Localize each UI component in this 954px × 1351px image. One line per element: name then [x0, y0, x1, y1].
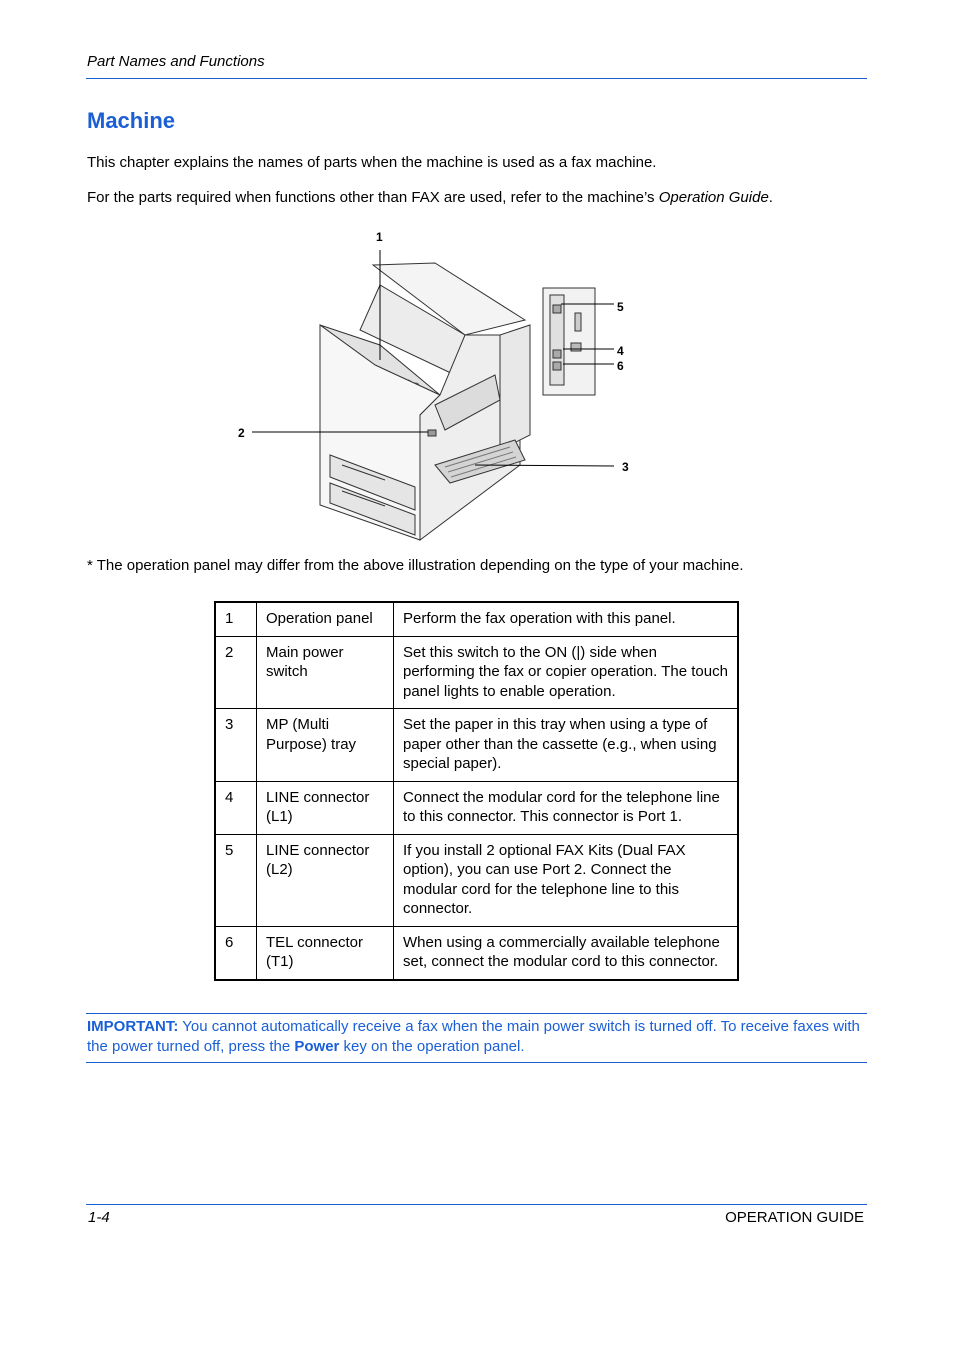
important-text-end: key on the operation panel. [339, 1037, 525, 1055]
important-notice [87, 1017, 867, 1056]
part-number: 5 [215, 834, 257, 926]
guide-title: OPERATION GUIDE [725, 1209, 864, 1226]
section-title: Machine [87, 108, 176, 133]
table-row [215, 926, 738, 980]
important-text: You cannot automatically receive a fax when the main power switch is turned off. To receive faxes with the power turned off, press the [87, 1018, 860, 1055]
footer-rule [86, 1204, 867, 1205]
intro-text: For the parts required when functions other than FAX are used, refer to the machine’s [87, 189, 659, 206]
important-top-rule [86, 1013, 867, 1014]
part-name: TEL connector (T1) [257, 926, 394, 980]
header-rule [86, 78, 867, 79]
table-row [215, 602, 738, 636]
intro-paragraph-2 [87, 189, 773, 206]
page-number: 1-4 [88, 1209, 110, 1226]
part-description: Perform the fax operation with this panel. [394, 602, 739, 636]
part-number: 4 [215, 781, 257, 834]
part-name: LINE connector (L1) [257, 781, 394, 834]
intro-paragraph-1: This chapter explains the names of parts when the machine is used as a fax machine. [87, 154, 657, 171]
part-description: Set the paper in this tray when using a type of paper other than the cassette (e.g., when using special paper). [394, 709, 739, 782]
operation-guide-reference: Operation Guide [658, 189, 769, 206]
part-number: 3 [215, 709, 257, 782]
part-name: LINE connector (L2) [257, 834, 394, 926]
part-name: Operation panel [257, 602, 394, 636]
callout-6: 6 [617, 359, 624, 373]
callout-1: 1 [376, 230, 383, 244]
parts-table [214, 601, 739, 981]
part-name: Main power switch [257, 636, 394, 709]
callout-2: 2 [238, 426, 245, 440]
part-description: Set this switch to the ON (|) side when performing the fax or copier operation. The touch panel lights to enable operation. [394, 636, 739, 709]
part-description: When using a commercially available telephone set, connect the modular cord to this connector. [394, 926, 739, 980]
part-description: Connect the modular cord for the telephone line to this connector. This connector is Port 1. [394, 781, 739, 834]
part-name: MP (Multi Purpose) tray [257, 709, 394, 782]
part-description: If you install 2 optional FAX Kits (Dual FAX option), you can use Port 2. Connect the modular cord for the telephone line to this connector. [394, 834, 739, 926]
table-row [215, 709, 738, 782]
running-header: Part Names and Functions [87, 53, 265, 70]
table-row [215, 781, 738, 834]
illustration-note: * The operation panel may differ from the above illustration depending on the type of your machine. [87, 557, 744, 574]
important-bottom-rule [86, 1062, 867, 1063]
machine-illustration [230, 225, 650, 545]
power-key-name: Power [294, 1037, 340, 1055]
part-number: 1 [215, 602, 257, 636]
callout-4: 4 [617, 344, 624, 358]
part-number: 2 [215, 636, 257, 709]
callout-3: 3 [622, 460, 629, 474]
intro-text-end: . [768, 189, 773, 206]
callout-5: 5 [617, 300, 624, 314]
table-row [215, 636, 738, 709]
table-row [215, 834, 738, 926]
important-label: IMPORTANT: [87, 1018, 179, 1035]
part-number: 6 [215, 926, 257, 980]
